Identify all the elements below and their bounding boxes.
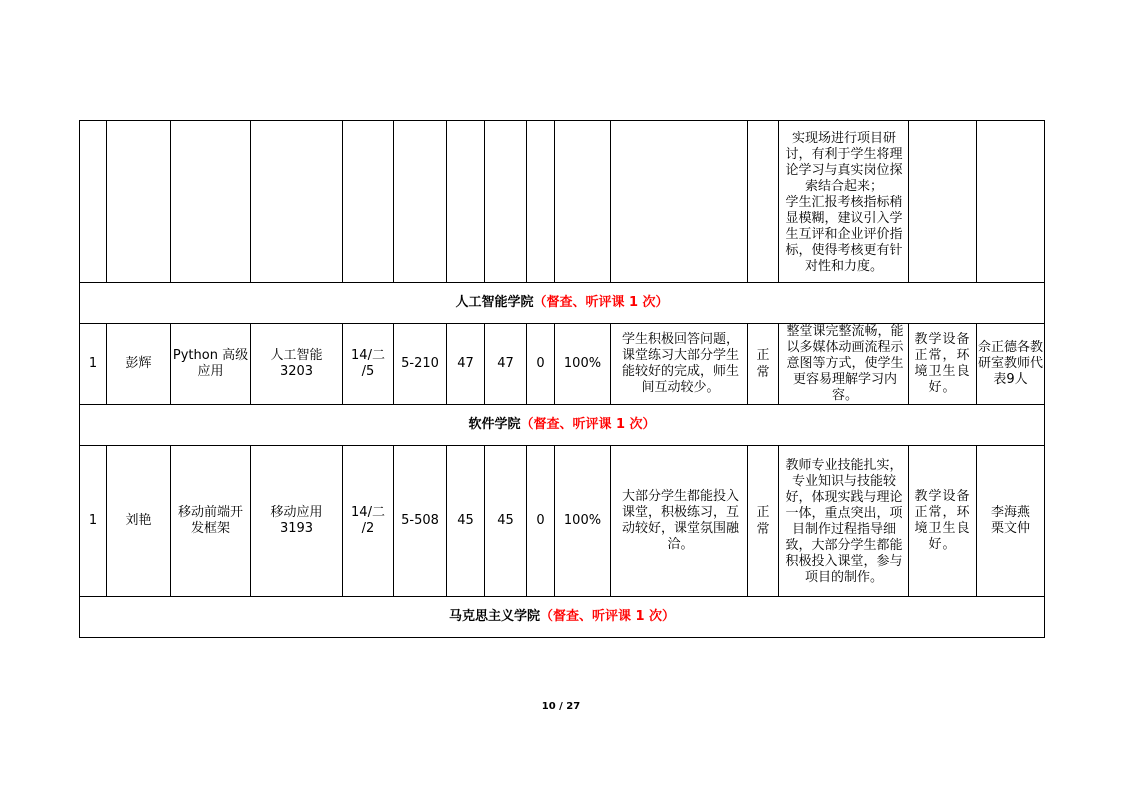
student-evaluation: 大部分学生都能投入课堂，积极练习，互动较好，课堂氛围融洽。	[611, 446, 748, 597]
empty-cell	[909, 121, 977, 283]
student-evaluation: 学生积极回答问题，课堂练习大部分学生能较好的完成，师生间互动较少。	[611, 324, 748, 405]
empty-cell	[977, 121, 1045, 283]
course-name: 移动前端开 发框架	[171, 446, 251, 597]
class-name: 人工智能 3203	[251, 324, 343, 405]
empty-cell	[107, 121, 171, 283]
table-row	[80, 121, 1045, 283]
inspection-table	[79, 120, 1045, 638]
college-name: 人工智能学院	[455, 295, 534, 310]
present-count: 47	[485, 324, 527, 405]
empty-cell	[485, 121, 527, 283]
listener-cell: 李海燕 栗文仲	[977, 446, 1045, 597]
section-header-marxism	[80, 597, 1045, 638]
college-note: （督查、听评课 1 次）	[520, 417, 656, 432]
week-period: 14/二 /2	[343, 446, 394, 597]
comment-cell: 教师专业技能扎实，专业知识与技能较好，体现实践与理论一体，重点突出，项目制作过程指导细致，大部分学生都能积极投入课堂，参与项目的制作。	[779, 446, 909, 597]
attendance-rate: 100%	[555, 446, 611, 597]
comment-cell: 实现场进行项目研讨，有利于学生将理论学习与真实岗位探索结合起来； 学生汇报考核指标稍显模糊，建议引入学生互评和企业评价指标，使得考核更有针对性和力度。	[779, 121, 909, 283]
environment-cell: 教学设备正常，环境卫生良好。	[909, 324, 977, 405]
attendance-rate: 100%	[555, 324, 611, 405]
absent-count: 0	[527, 446, 555, 597]
teacher-name: 刘艳	[107, 446, 171, 597]
enrolled-count: 45	[447, 446, 485, 597]
status-text: 正常	[756, 348, 770, 380]
empty-cell	[80, 121, 107, 283]
present-count: 45	[485, 446, 527, 597]
college-name: 马克思主义学院	[448, 609, 540, 624]
empty-cell	[171, 121, 251, 283]
classroom: 5-508	[394, 446, 447, 597]
college-note: （督查、听评课 1 次）	[533, 295, 669, 310]
section-header-ai	[80, 283, 1045, 324]
empty-cell	[394, 121, 447, 283]
page-number: 10 / 27	[541, 701, 581, 712]
table-row	[80, 324, 1045, 405]
environment-cell: 教学设备正常，环境卫生良好。	[909, 446, 977, 597]
row-number: 1	[80, 446, 107, 597]
class-name: 移动应用 3193	[251, 446, 343, 597]
empty-cell	[748, 121, 779, 283]
empty-cell	[343, 121, 394, 283]
empty-cell	[555, 121, 611, 283]
enrolled-count: 47	[447, 324, 485, 405]
listener-cell: 佘正德各教研室教师代表9人	[977, 324, 1045, 405]
empty-cell	[527, 121, 555, 283]
classroom: 5-210	[394, 324, 447, 405]
empty-cell	[447, 121, 485, 283]
college-name: 软件学院	[468, 417, 521, 432]
absent-count: 0	[527, 324, 555, 405]
college-note: （督查、听评课 1 次）	[539, 609, 676, 624]
table-row	[80, 446, 1045, 597]
comment-cell: 整堂课完整流畅，能以多媒体动画流程示意图等方式，使学生更容易理解学习内容。	[779, 324, 909, 405]
status-text: 正常	[756, 505, 770, 537]
week-period: 14/二 /5	[343, 324, 394, 405]
section-header-software	[80, 405, 1045, 446]
course-name: Python 高级应用	[171, 324, 251, 405]
empty-cell	[611, 121, 748, 283]
teacher-name: 彭辉	[107, 324, 171, 405]
empty-cell	[251, 121, 343, 283]
row-number: 1	[80, 324, 107, 405]
